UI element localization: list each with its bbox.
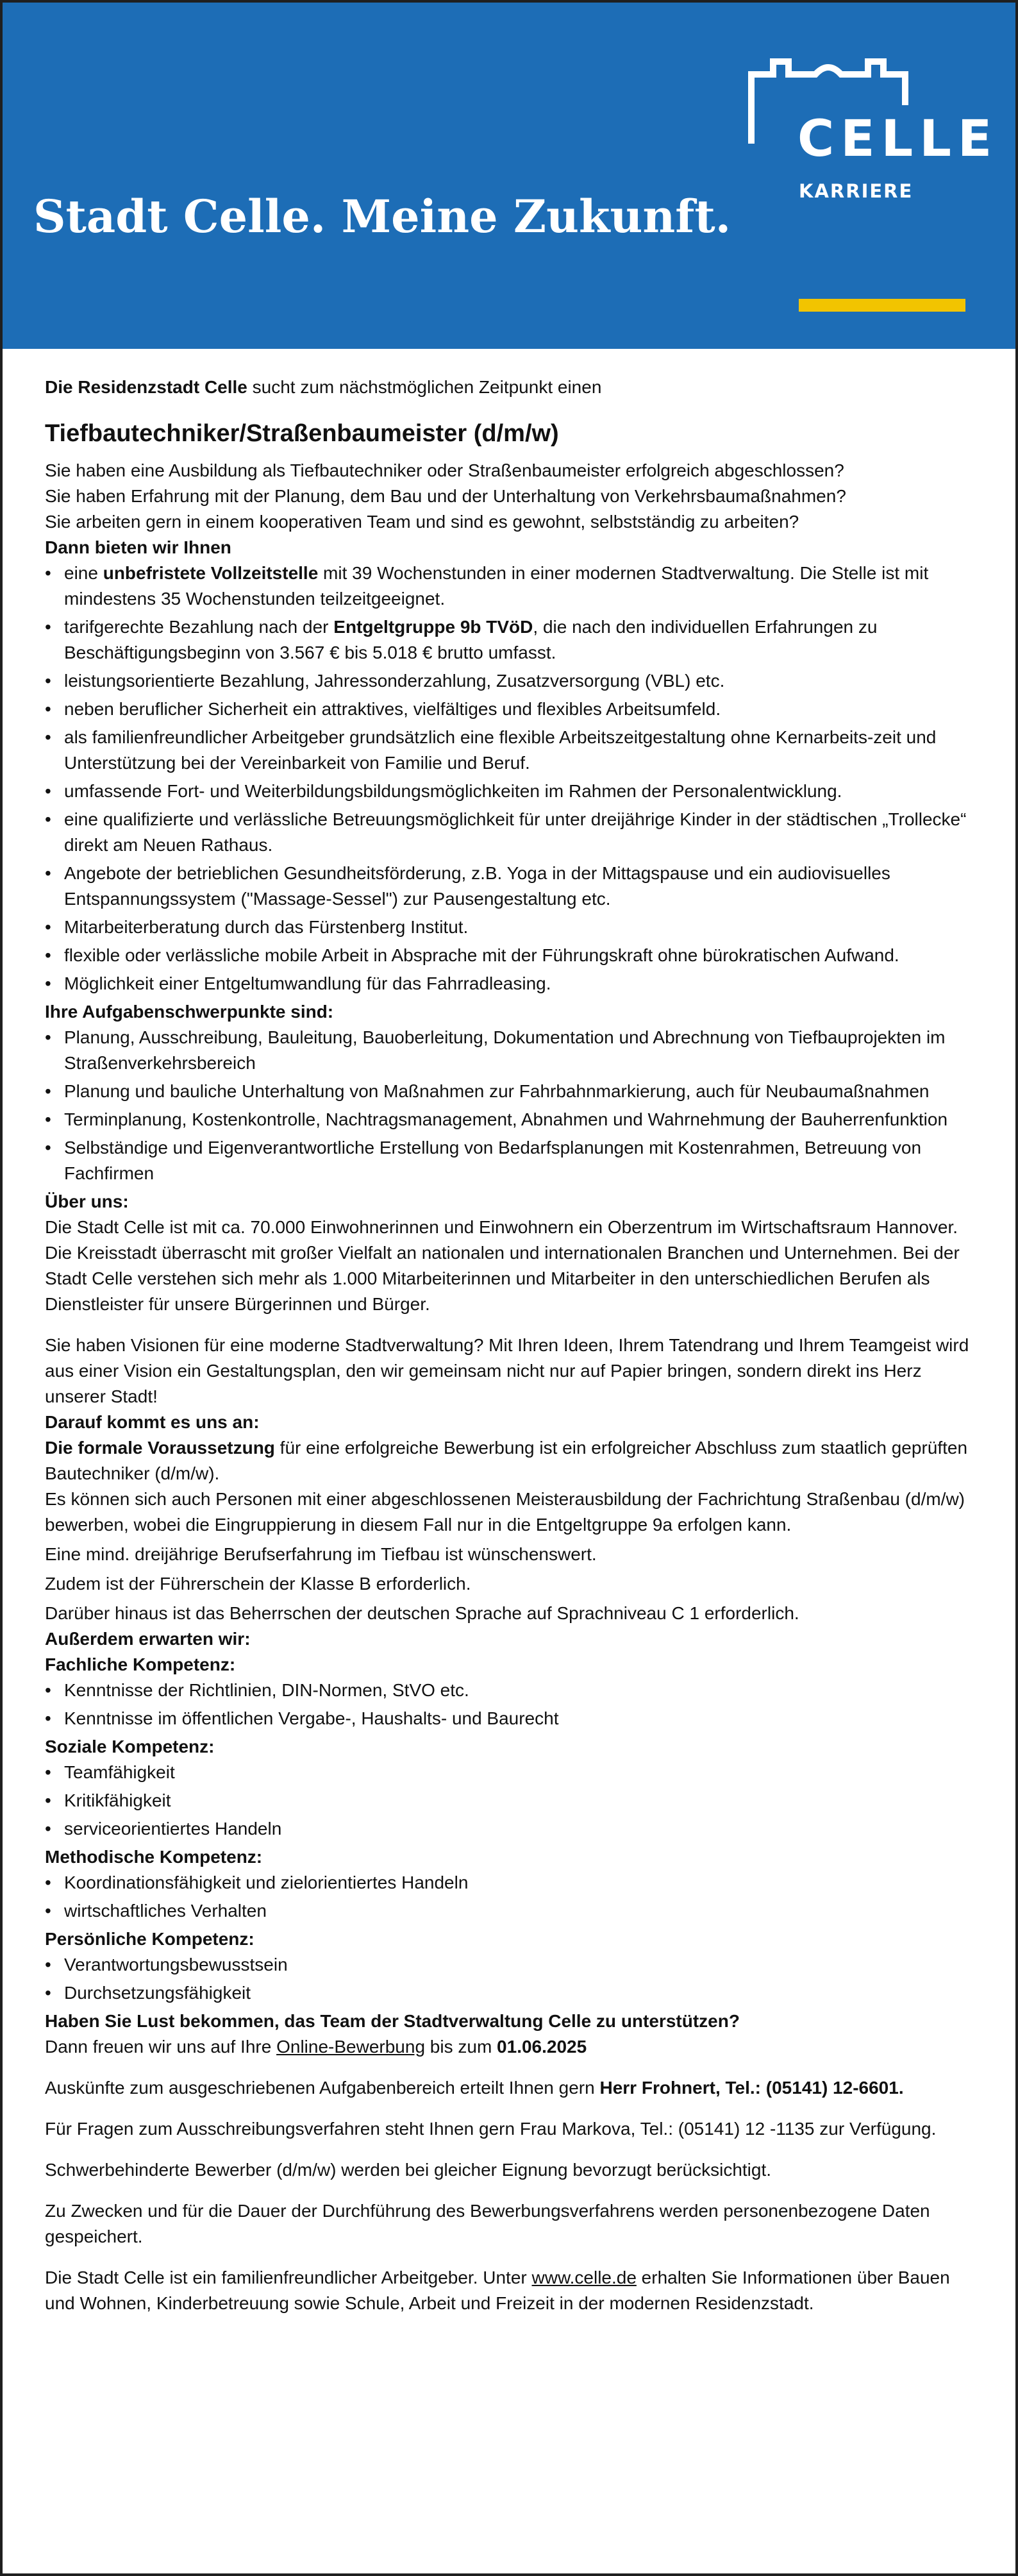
- requirements-heading: Darauf kommt es uns an:: [45, 1412, 260, 1432]
- online-application-link[interactable]: Online-Bewerbung: [276, 2037, 426, 2057]
- offer-item: • leistungsorientierte Bezahlung, Jahressonderzahlung, Zusatzversorgung (VBL) etc.: [45, 668, 974, 694]
- competence-heading-methodical: Methodische Kompetenz:: [45, 1847, 263, 1867]
- competence-item: • serviceorientiertes Handeln: [45, 1816, 974, 1842]
- family-text: Die Stadt Celle ist ein familienfreundlicher Arbeitgeber. Unter: [45, 2268, 532, 2287]
- offer-item: • Mitarbeiterberatung durch das Fürstenberg Institut.: [45, 914, 974, 940]
- apply-text: bis zum: [425, 2037, 497, 2057]
- disability-notice: Schwerbehinderte Bewerber (d/m/w) werden bei gleicher Eignung bevorzugt berücksichtigt.: [45, 2160, 772, 2180]
- offer-item: • Angebote der betrieblichen Gesundheitsförderung, z.B. Yoga in der Mittagspause und ein audiovisuelles Entspannungssystem ("Massage-Sessel") zur Pausengestaltung etc.: [45, 861, 974, 912]
- tasks-heading: Ihre Aufgabenschwerpunkte sind:: [45, 1002, 334, 1022]
- offer-item-text: tarifgerechte Bezahlung nach der: [64, 617, 334, 637]
- offer-heading: Dann bieten wir Ihnen: [45, 537, 231, 557]
- offer-item: • flexible oder verlässliche mobile Arbeit in Absprache mit der Führungskraft ohne bürokratischen Aufwand.: [45, 943, 974, 968]
- competence-item: • Kenntnisse der Richtlinien, DIN-Normen, StVO etc.: [45, 1678, 974, 1703]
- offer-item: [45, 614, 974, 666]
- apply-line: [45, 2034, 974, 2060]
- requirement-line: Darüber hinaus ist das Beherrschen der deutschen Sprache auf Sprachniveau C 1 erforderlich.: [45, 1603, 799, 1623]
- slogan: Stadt Celle. Meine Zukunft.: [33, 190, 731, 243]
- competence-list-methodical: [45, 1870, 974, 1924]
- offer-item: • neben beruflicher Sicherheit ein attraktives, vielfältiges und flexibles Arbeitsumfeld.: [45, 696, 974, 722]
- competence-item: • Kenntnisse im öffentlichen Vergabe-, Haushalts- und Baurecht: [45, 1706, 974, 1731]
- intro-question-1: Sie haben eine Ausbildung als Tiefbautechniker oder Straßenbaumeister erfolgreich abgeschlossen?: [45, 460, 844, 480]
- offer-item: • als familienfreundlicher Arbeitgeber grundsätzlich eine flexible Arbeitszeitgestaltung ohne Kernarbeits-zeit und Unterstützung bei der Vereinbarkeit von Familie und Beruf.: [45, 725, 974, 776]
- intro-bold: Die Residenzstadt Celle: [45, 377, 247, 397]
- formal-requirement: [45, 1435, 974, 1486]
- offer-item: • umfassende Fort- und Weiterbildungsbildungsmöglichkeiten im Rahmen der Personalentwicklung.: [45, 779, 974, 804]
- offer-item-text: eine: [64, 563, 103, 583]
- competence-list-social: [45, 1760, 974, 1842]
- requirement-line: Eine mind. dreijährige Berufserfahrung im Tiefbau ist wünschenswert.: [45, 1544, 597, 1564]
- website-link[interactable]: www.celle.de: [531, 2268, 637, 2287]
- task-item: • Terminplanung, Kostenkontrolle, Nachtragsmanagement, Abnahmen und Wahrnehmung der Bauherrenfunktion: [45, 1107, 974, 1132]
- contact-info: [45, 2075, 974, 2101]
- offer-item-text: , die nach den individuellen Erfahrungen zu Beschäftigungsbeginn von 3.567 € bis 5.018 € brutto umfasst.: [64, 617, 878, 662]
- tasks-list: [45, 1025, 974, 1186]
- logo-subtitle: KARRIERE: [799, 180, 914, 202]
- header-banner: [3, 3, 1015, 349]
- intro-question-2: Sie haben Erfahrung mit der Planung, dem Bau und der Unterhaltung von Verkehrsbaumaßnahmen?: [45, 486, 846, 506]
- family-friendly-info: [45, 2265, 974, 2316]
- process-info: Für Fragen zum Ausschreibungsverfahren steht Ihnen gern Frau Markova, Tel.: (05141) 12 -1135 zur Verfügung.: [45, 2119, 937, 2139]
- requirement-line: Es können sich auch Personen mit einer abgeschlossenen Meisterausbildung der Fachrichtung Straßenbau (d/m/w) bewerben, wobei die Eingruppierung in diesem Fall nur in die Entgeltgruppe 9a erfolgen kann.: [45, 1489, 965, 1535]
- intro-line: [45, 375, 974, 400]
- about-heading: Über uns:: [45, 1191, 129, 1211]
- competence-heading-professional: Fachliche Kompetenz:: [45, 1654, 236, 1674]
- expect-heading: Außerdem erwarten wir:: [45, 1629, 251, 1649]
- competence-heading-personal: Persönliche Kompetenz:: [45, 1929, 254, 1949]
- competence-item: • Kritikfähigkeit: [45, 1788, 974, 1814]
- offer-item: • eine qualifizierte und verlässliche Betreuungsmöglichkeit für unter dreijährige Kinder in der städtischen „Trollecke“ direkt am Neuen Rathaus.: [45, 807, 974, 858]
- competence-item: • wirtschaftliches Verhalten: [45, 1898, 974, 1924]
- competence-heading-social: Soziale Kompetenz:: [45, 1737, 215, 1756]
- about-text: Die Stadt Celle ist mit ca. 70.000 Einwohnerinnen und Einwohnern ein Oberzentrum im Wirtschaftsraum Hannover. Die Kreisstadt überrascht mit großer Vielfalt an nationalen und internationalen Branchen und Unternehmen. Bei der Stadt Celle verstehen sich mehr als 1.000 Mitarbeiterinnen und Mitarbeiter in den unterschiedlichen Berufen als Dienstleister für unsere Bürgerinnen und Bürger.: [45, 1217, 960, 1314]
- contact-person: Herr Frohnert, Tel.: (05141) 12-6601.: [599, 2078, 904, 2098]
- competence-item: • Teamfähigkeit: [45, 1760, 974, 1785]
- offer-item-bold: unbefristete Vollzeitstelle: [103, 563, 319, 583]
- offer-item-bold: Entgeltgruppe 9b TVöD: [333, 617, 533, 637]
- job-title: Tiefbautechniker/Straßenbaumeister (d/m/w): [45, 420, 559, 447]
- intro-question-3: Sie arbeiten gern in einem kooperativen Team und sind es gewohnt, selbstständig zu arbeiten?: [45, 512, 799, 532]
- competence-item: • Verantwortungsbewusstsein: [45, 1952, 974, 1978]
- formal-requirement-text: für eine erfolgreiche Bewerbung ist ein erfolgreicher Abschluss zum staatlich geprüften Bautechniker (d/m/w).: [45, 1438, 968, 1483]
- offer-item: • Möglichkeit einer Entgeltumwandlung für das Fahrradleasing.: [45, 971, 974, 997]
- posting-content: [3, 349, 1015, 2316]
- offer-item: [45, 560, 974, 612]
- closing-heading: Haben Sie Lust bekommen, das Team der Stadtverwaltung Celle zu unterstützen?: [45, 2011, 740, 2031]
- privacy-notice: Zu Zwecken und für die Dauer der Durchführung des Bewerbungsverfahrens werden personenbezogene Daten gespeichert.: [45, 2201, 930, 2246]
- celle-karriere-logo: [740, 54, 999, 208]
- competence-item: • Durchsetzungsfähigkeit: [45, 1980, 974, 2006]
- task-item: • Selbständige und Eigenverantwortliche Erstellung von Bedarfsplanungen mit Kostenrahmen, Betreuung von Fachfirmen: [45, 1135, 974, 1186]
- contact-text: Auskünfte zum ausgeschriebenen Aufgabenbereich erteilt Ihnen gern: [45, 2078, 600, 2098]
- offer-list: [45, 560, 974, 997]
- apply-text: Dann freuen wir uns auf Ihre: [45, 2037, 277, 2057]
- competence-list-personal: [45, 1952, 974, 2006]
- accent-bar: [799, 299, 965, 312]
- family-text: erhalten Sie Informationen über Bauen und Wohnen, Kinderbetreuung sowie Schule, Arbeit und Freizeit in der modernen Residenzstadt.: [45, 2268, 950, 2313]
- task-item: • Planung und bauliche Unterhaltung von Maßnahmen zur Fahrbahnmarkierung, auch für Neubaumaßnahmen: [45, 1079, 974, 1104]
- intro-rest: sucht zum nächstmöglichen Zeitpunkt einen: [247, 377, 602, 397]
- requirement-line: Zudem ist der Führerschein der Klasse B erforderlich.: [45, 1574, 471, 1594]
- competence-item: • Koordinationsfähigkeit und zielorientiertes Handeln: [45, 1870, 974, 1896]
- competence-list-professional: [45, 1678, 974, 1731]
- apply-deadline: 01.06.2025: [497, 2037, 587, 2057]
- formal-requirement-bold: Die formale Voraussetzung: [45, 1438, 275, 1458]
- offer-item-text: mit 39 Wochenstunden in einer modernen Stadtverwaltung. Die Stelle ist mit mindestens 35 Wochenstunden teilzeitgeeignet.: [64, 563, 929, 609]
- logo-wordmark: CELLE: [797, 110, 999, 168]
- vision-text: Sie haben Visionen für eine moderne Stadtverwaltung? Mit Ihren Ideen, Ihrem Tatendrang und Ihrem Teamgeist wird aus einer Vision ein Gestaltungsplan, den wir gemeinsam nicht nur auf Papier bringen, sondern direkt ins Herz unserer Stadt!: [45, 1335, 969, 1406]
- task-item: • Planung, Ausschreibung, Bauleitung, Bauoberleitung, Dokumentation und Abrechnung von Tiefbauprojekten im Straßenverkehrsbereich: [45, 1025, 974, 1076]
